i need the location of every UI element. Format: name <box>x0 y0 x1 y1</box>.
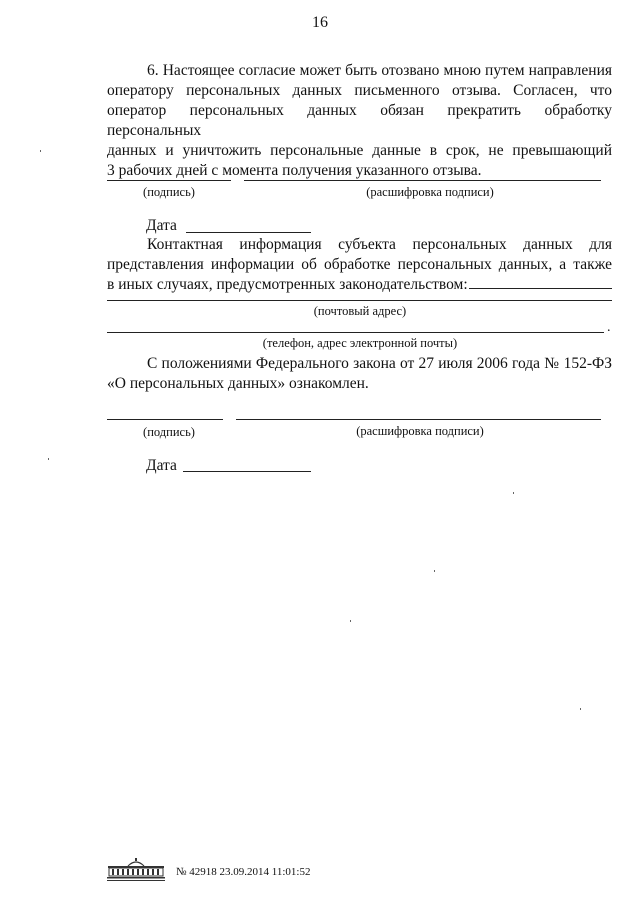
date-label: Дата <box>146 457 177 474</box>
signature-caption: (подпись) <box>143 425 195 439</box>
page-number: 16 <box>312 14 328 31</box>
paragraph-line: оператору персональных данных письменного отзыва. Согласен, что <box>107 82 612 99</box>
scan-speck <box>48 458 49 460</box>
government-building-logo <box>106 857 166 883</box>
postal-address-caption: (почтовый адрес) <box>313 304 407 318</box>
law-line: С положениями Федерального закона от 27 июля 2006 года № 152-ФЗ <box>147 355 612 372</box>
scan-speck <box>434 570 435 572</box>
law-line: «О персональных данных» ознакомлен. <box>107 375 369 392</box>
paragraph-line: 3 рабочих дней с момента получения указанного отзыва. <box>107 162 482 179</box>
contact-info-paragraph <box>107 235 612 295</box>
scan-speck <box>350 620 351 622</box>
phone-email-line[interactable] <box>107 332 604 333</box>
signature-caption: (подпись) <box>143 185 195 199</box>
postal-address-line[interactable] <box>107 300 612 301</box>
date-field-line[interactable] <box>186 232 311 233</box>
contact-line: представления информации об обработке персональных данных, а также <box>107 256 612 273</box>
paragraph-line: 6. Настоящее согласие может быть отозвано мною путем направления <box>147 62 612 79</box>
signature-decode-caption: (расшифровка подписи) <box>356 424 484 438</box>
paragraph-line: оператор персональных данных обязан прекратить обработку персональных <box>107 102 612 139</box>
signature-line[interactable] <box>107 419 223 420</box>
scan-speck <box>580 708 581 710</box>
signature-decode-caption: (расшифровка подписи) <box>366 185 494 199</box>
date-label: Дата <box>146 217 177 234</box>
contact-line: Контактная информация субъекта персональных данных для <box>147 236 612 253</box>
signature-line[interactable] <box>107 180 231 181</box>
document-stamp: № 42918 23.09.2014 11:01:52 <box>176 866 311 878</box>
signature-decode-line[interactable] <box>244 180 601 181</box>
date-field-line[interactable] <box>183 471 311 472</box>
paragraph-line: данных и уничтожить персональные данные в срок, не превышающий <box>107 142 612 159</box>
scan-speck <box>513 492 514 494</box>
consent-revocation-paragraph <box>107 61 612 181</box>
contact-line: в иных случаях, предусмотренных законодательством: <box>107 276 468 293</box>
scan-speck <box>40 150 41 152</box>
line-end-dot: . <box>607 320 611 335</box>
signature-decode-line[interactable] <box>236 419 601 420</box>
phone-email-caption: (телефон, адрес электронной почты) <box>262 336 458 350</box>
law-acknowledgment-paragraph <box>107 354 612 394</box>
contact-inline-line[interactable] <box>469 288 612 289</box>
